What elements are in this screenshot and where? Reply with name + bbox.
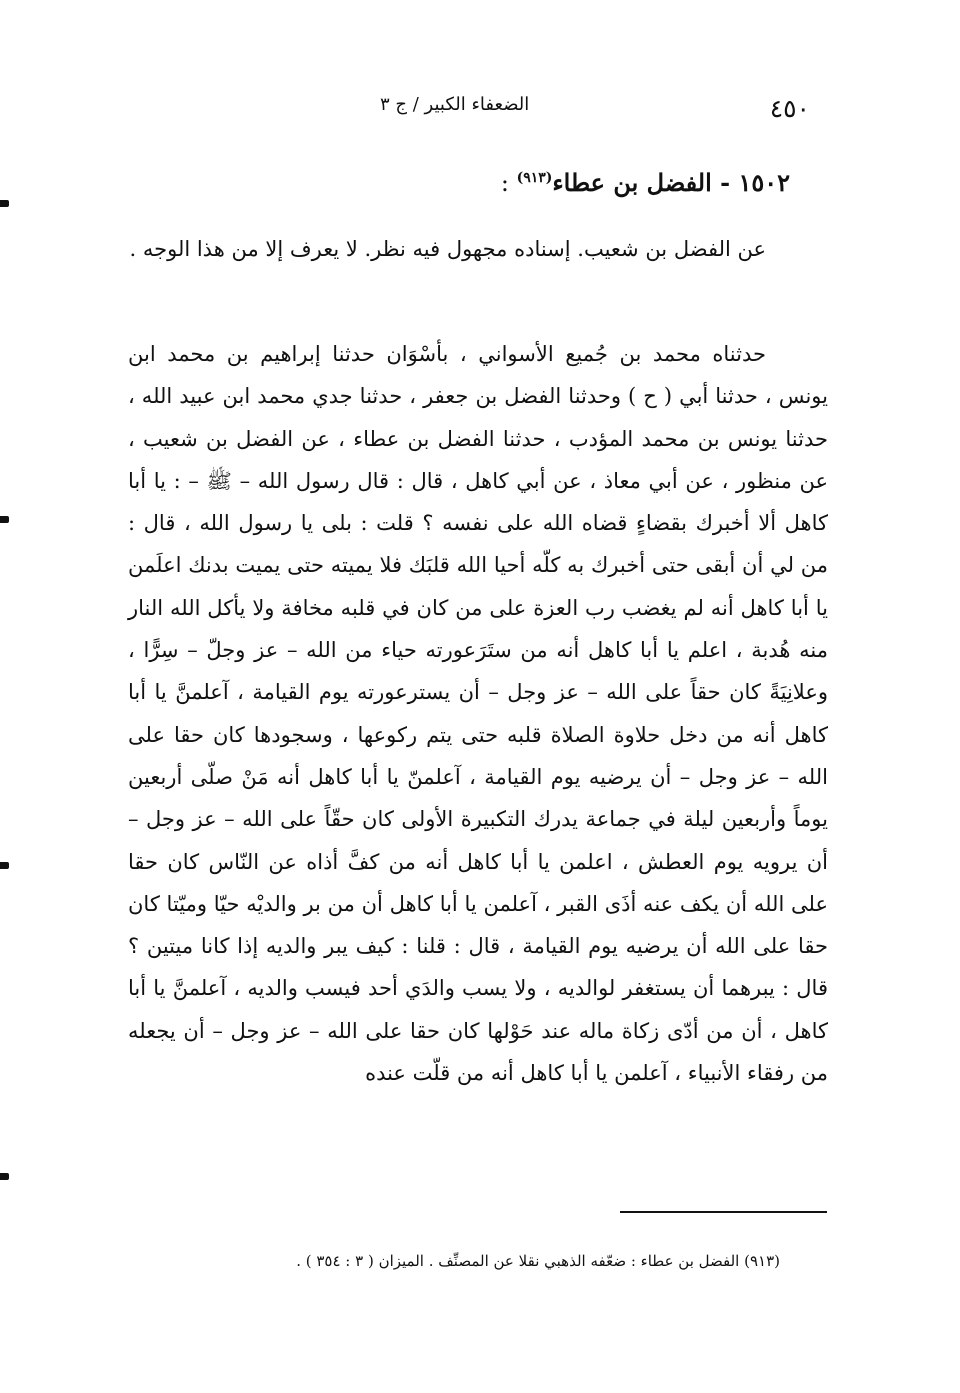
footnote-reference: (٩١٣) [516,170,553,186]
entry-dash: - [711,168,739,197]
binding-edge-mark [0,1173,9,1180]
page-header [380,88,810,128]
footnote-divider [620,1211,827,1213]
hadith-paragraph: حدثناه محمد بن جُميع الأسواني ، بأسْوَان حدثنا إبراهيم بن محمد ابن يونس ، حدثنا أبي ( ح ) وحدثنا الفضل بن جعفر ، حدثنا جدي محمد ابن عبيد الله ، حدثنا يونس بن محمد المؤدب ، حدثنا الفضل بن عطاء ، عن الفضل بن شعيب ، عن منظور ، عن أبي معاذ ، عن أبي كاهل ، قال : قال رسول الله – ﷺ – : يا أبا كاهل ألا أخبرك بقضاءٍ قضاه الله على نفسه ؟ قلت : بلى يا رسول الله ، قال : من لي أن أبقى حتى أخبرك به كلّه أحيا الله قلبَك فلا يميته حتى يميت بدنك اعلَمن يا أبا كاهل أنه لم يغضب رب العزة على من كان في قلبه مخافة ولا يأكل الله النار منه هُدبة ، اعلم يا أبا كاهل أنه من ستَرَعورته حياء من الله – عز وجلّ – سِرًّا ، وعلانِيَةً كان حقاً على الله – عز وجل – أن يسترعورته يوم القيامة ، آعلمنَّ يا أبا كاهل أنه من دخل حلاوة الصلاة قلبه حتى يتم ركوعها ، وسجودها كان حقا على الله – عز وجل – أن يرضيه يوم القيامة ، آعلمنّ يا أبا كاهل أنه مَنْ صلّى أربعين يوماً وأربعين ليلة في جماعة يدرك التكبيرة الأولى كان حقّاً على الله – عز وجل – أن يرويه يوم العطش ، اعلمن يا أبا كاهل أنه من كفَّ أذاه عن النّاس كان حقا على الله أن يكف عنه أذَى القبر ، آعلمن يا أبا كاهل أن من بر والديْه حيّا وميّتا كان حقا على الله أن يرضيه يوم القيامة ، قال : قلنا : كيف يبر والديه إذا كانا ميتين ؟ قال : يبرهما أن يستغفر لوالديه ، ولا يسب والدَي أحد فيسب والديه ، آعلمنَّ يا أبا كاهل ، أن من أدّى زكاة ماله عند حَوْلها كان حقا على الله – عز وجل – أن يجعله من رفقاء الأنبياء ، آعلمن يا أبا كاهل أنه من قلّت عنده [128,342,828,1086]
entry-colon: : [500,169,517,197]
entry-number: ١٥٠٢ [738,168,790,197]
binding-edge-mark [0,516,9,523]
entry-name: الفضل بن عطاء [552,168,712,197]
page-number: ٤٥٠ [769,94,810,123]
binding-edge-mark [0,200,9,207]
entry-heading [400,168,790,197]
intro-paragraph: عن الفضل بن شعيب. إسناده مجهول فيه نظر. لا يعرف إلا من هذا الوجه . [129,237,766,261]
running-title: الضعفاء الكبير / ج ٣ [380,94,530,115]
footnote: (٩١٣) الفضل بن عطاء : ضعّفه الذهبي نقلا عن المصنِّف . الميزان ( ٣ : ٣٥٤ ) . [296,1252,780,1270]
binding-edge-mark [0,862,9,869]
